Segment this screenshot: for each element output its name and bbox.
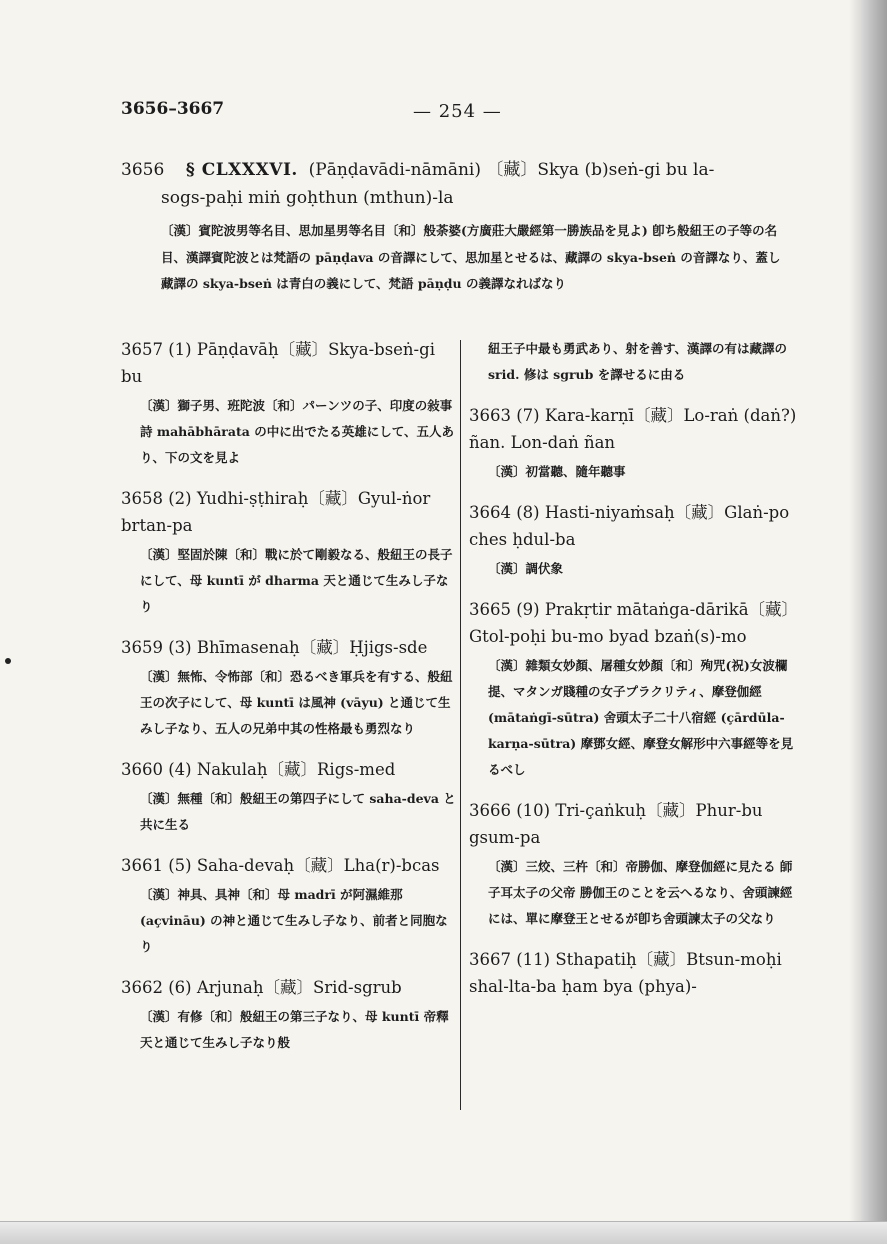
entry-head: 3665 (9) Prakṛtir mātaṅga-dārikā〔藏〕Gtol-poḥi bu-mo byad bzaṅ(s)-mo — [469, 600, 790, 646]
entry-3666 — [469, 797, 798, 932]
entry-3662-continuation: 紐王子中最も勇武あり、射を善す、漢譯の有は藏譯の srid. 修は sgrub を譯せるに由る — [488, 341, 788, 382]
entry-head: 3666 (10) Tri-çaṅkuḥ〔藏〕Phur-bu gsum-pa — [469, 801, 763, 847]
entry-note: 〔漢〕神具、具神〔和〕母 madrī が阿濕維那 (açvināu) の神と通じて生みし子なり、前者と同胞なり — [140, 887, 448, 954]
entry-3656 — [121, 156, 781, 298]
margin-ink-dot — [5, 658, 11, 664]
entry-head: 3664 (8) Hasti-niyaṁsaḥ〔藏〕Glaṅ-po ches ḥdul-ba — [469, 503, 790, 549]
column-divider — [460, 340, 461, 1110]
entry-range-header: 3656–3667 — [121, 99, 225, 119]
entry-note: 〔漢〕調伏象 — [488, 561, 564, 576]
scanner-bottom-strip — [0, 1222, 887, 1244]
right-column — [469, 336, 798, 1014]
entry-head: 3667 (11) Sthapatiḥ〔藏〕Btsun-moḥi shal-lta-ba ḥam bya (phya)- — [469, 950, 782, 996]
entry-note: 〔漢〕雜類女妙顏、屠種女妙顏〔和〕殉咒(祝)女波欄提、マタンガ賤種の女子プラクリティ、摩登伽經 (mātaṅgī-sūtra) 舍頭太子二十八宿經 (çārdūla-karṇa-sūtra) 摩鄧女經、摩登女解形中六事經等を見るべし — [488, 658, 794, 777]
entry-note: 〔漢〕無種〔和〕般紐王の第四子にして saha-deva と共に生る — [140, 791, 456, 832]
entry-3656-line1 — [121, 156, 781, 184]
entry-3658 — [121, 485, 456, 620]
page-number: — 254 — — [413, 101, 502, 122]
entry-note: 〔漢〕堅固於陳〔和〕戰に於て剛毅なる、般紐王の長子にして、母 kuntī が dharma 天と通じて生みし子なり — [140, 547, 453, 614]
entry-note: 〔漢〕初當聽、隨年聽事 — [488, 464, 626, 479]
entry-head: 3660 (4) Nakulaḥ〔藏〕Rigs-med — [121, 760, 396, 779]
entry-3660 — [121, 756, 456, 838]
entry-3665 — [469, 596, 798, 783]
entry-3661 — [121, 852, 456, 960]
entry-3659 — [121, 634, 456, 742]
entry-head: 3657 (1) Pāṇḍavāḥ〔藏〕Skya-bseṅ-gi bu — [121, 340, 435, 386]
entry-3662 — [121, 974, 456, 1056]
entry-3663 — [469, 402, 798, 485]
entry-head: 3662 (6) Arjunaḥ〔藏〕Srid-sgrub — [121, 978, 402, 997]
book-spine-edge — [861, 0, 887, 1244]
section-heading: § CLXXXVI. — [185, 160, 298, 180]
entry-3656-line2: sogs-paḥi miṅ goḥthun (mthun)-la — [161, 188, 454, 208]
entry-note: 〔漢〕獅子男、班陀波〔和〕パーンツの子、印度の敍事詩 mahābhārata の中に出でたる英雄にして、五人あり、下の文を見よ — [140, 398, 454, 465]
entry-3656-note: 〔漢〕賓陀波男等名目、思加星男等名目〔和〕般荼婆(方廣莊大嚴經第一勝族品を見よ) 卽ち般紐王の子等の名目、漢譯賓陀波とは梵語の pāṇḍava の音譯にして、思加星とせるは、藏譯の skya-bseṅ の音譯なり、蓋し藏譯の skya-bseṅ は青白の義にして、梵語 pāṇḍu の義譯なればなり — [161, 223, 781, 291]
entry-3664 — [469, 499, 798, 582]
entry-head: 3658 (2) Yudhi-ṣṭhiraḥ〔藏〕Gyul-ṅor brtan-pa — [121, 489, 431, 535]
entry-head: 3661 (5) Saha-devaḥ〔藏〕Lha(r)-bcas — [121, 856, 440, 875]
page-edge-shadow — [849, 0, 861, 1244]
entry-note: 〔漢〕無怖、令怖部〔和〕恐るべき軍兵を有する、般紐王の次子にして、母 kuntī は風神 (vāyu) と通じて生みし子なり、五人の兄弟中其の性格最も勇烈なり — [140, 669, 453, 736]
entry-3657 — [121, 336, 456, 471]
entry-3656-number: 3656 — [121, 160, 165, 180]
entry-head: 3663 (7) Kara-karṇī〔藏〕Lo-raṅ (daṅ?) ñan. Lon-daṅ ñan — [469, 406, 797, 452]
entry-3656-title: (Pāṇḍavādi-nāmāni) 〔藏〕Skya (b)seṅ-gi bu la- — [308, 160, 715, 180]
left-column — [121, 336, 456, 1070]
entry-head: 3659 (3) Bhīmasenaḥ〔藏〕Ḥjigs-sde — [121, 638, 428, 657]
entry-note: 〔漢〕三烄、三杵〔和〕帝勝伽、摩登伽經に見たる 師子耳太子の父帝 勝伽王のことを云へるなり、舍頭諫經には、單に摩登王とせるが卽ち舍頭諫太子の父なり — [488, 859, 793, 926]
entry-3667 — [469, 946, 798, 1000]
entry-note: 〔漢〕有修〔和〕般紐王の第三子なり、母 kuntī 帝釋天と通じて生みし子なり般 — [140, 1009, 449, 1050]
